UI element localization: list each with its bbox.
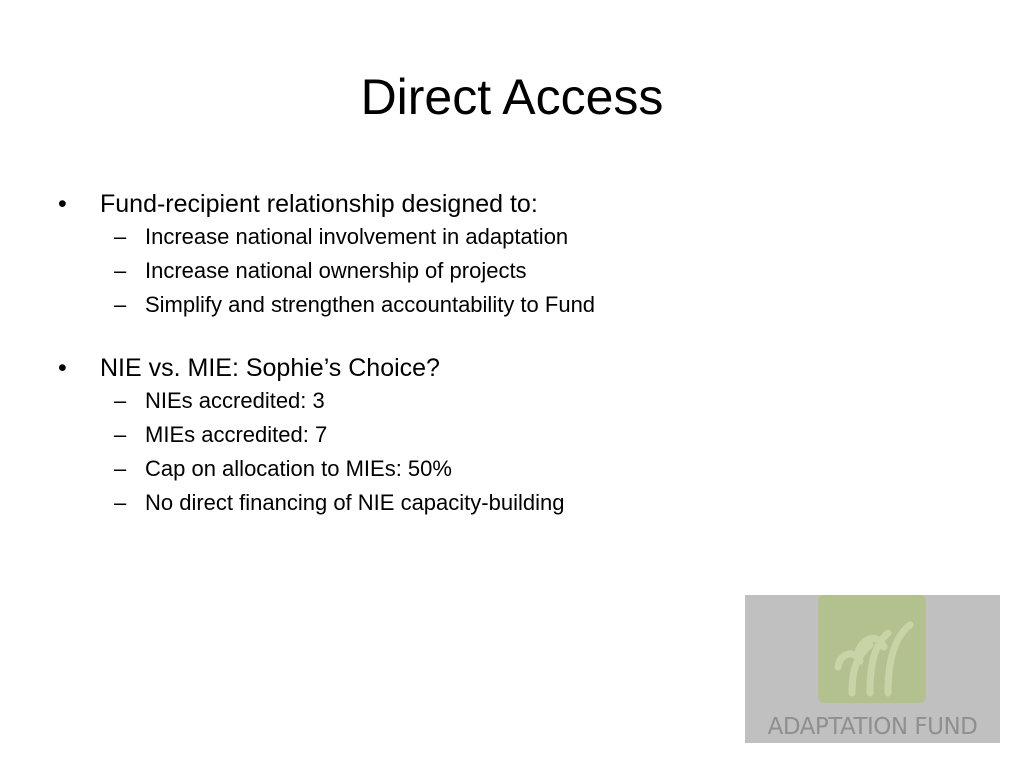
bullet-text: Fund-recipient relationship designed to: (100, 190, 538, 218)
sub-bullet-text: Increase national involvement in adaptation (145, 224, 569, 249)
sub-bullet-text: Simplify and strengthen accountability to Fund (145, 292, 596, 317)
bullet-marker: • (58, 354, 67, 382)
bullet-group-1 (58, 188, 758, 322)
sub-bullet-item (58, 486, 758, 520)
bullet-group-2 (58, 352, 758, 520)
sub-bullet-text: NIEs accredited: 3 (145, 388, 325, 413)
bullet-marker: • (58, 190, 67, 218)
sub-bullet-item (58, 384, 758, 418)
sub-bullet-item (58, 452, 758, 486)
sub-bullet-item (58, 288, 758, 322)
sub-bullet-marker: – (114, 258, 127, 283)
sub-bullet-marker: – (114, 388, 127, 413)
sub-bullet-marker: – (114, 292, 127, 317)
slide-body (58, 188, 758, 550)
sub-bullet-text: Cap on allocation to MIEs: 50% (145, 456, 452, 481)
sub-bullet-marker: – (114, 490, 127, 515)
sub-bullet-marker: – (114, 456, 127, 481)
sub-bullet-item (58, 418, 758, 452)
logo-text: ADAPTATION FUND (767, 714, 978, 740)
sub-bullet-item (58, 220, 758, 254)
bullet-text: NIE vs. MIE: Sophie’s Choice? (100, 354, 440, 382)
adaptation-fund-fountain-icon (818, 595, 926, 703)
bullet-item (58, 188, 758, 220)
bullet-item (58, 352, 758, 384)
sub-bullet-text: No direct financing of NIE capacity-building (145, 490, 565, 515)
sub-bullet-text: MIEs accredited: 7 (145, 422, 328, 447)
sub-bullet-text: Increase national ownership of projects (145, 258, 527, 283)
adaptation-fund-logo (745, 595, 1000, 743)
sub-bullet-item (58, 254, 758, 288)
sub-bullet-marker: – (114, 224, 127, 249)
sub-bullet-marker: – (114, 422, 127, 447)
slide-title: Direct Access (360, 69, 664, 125)
